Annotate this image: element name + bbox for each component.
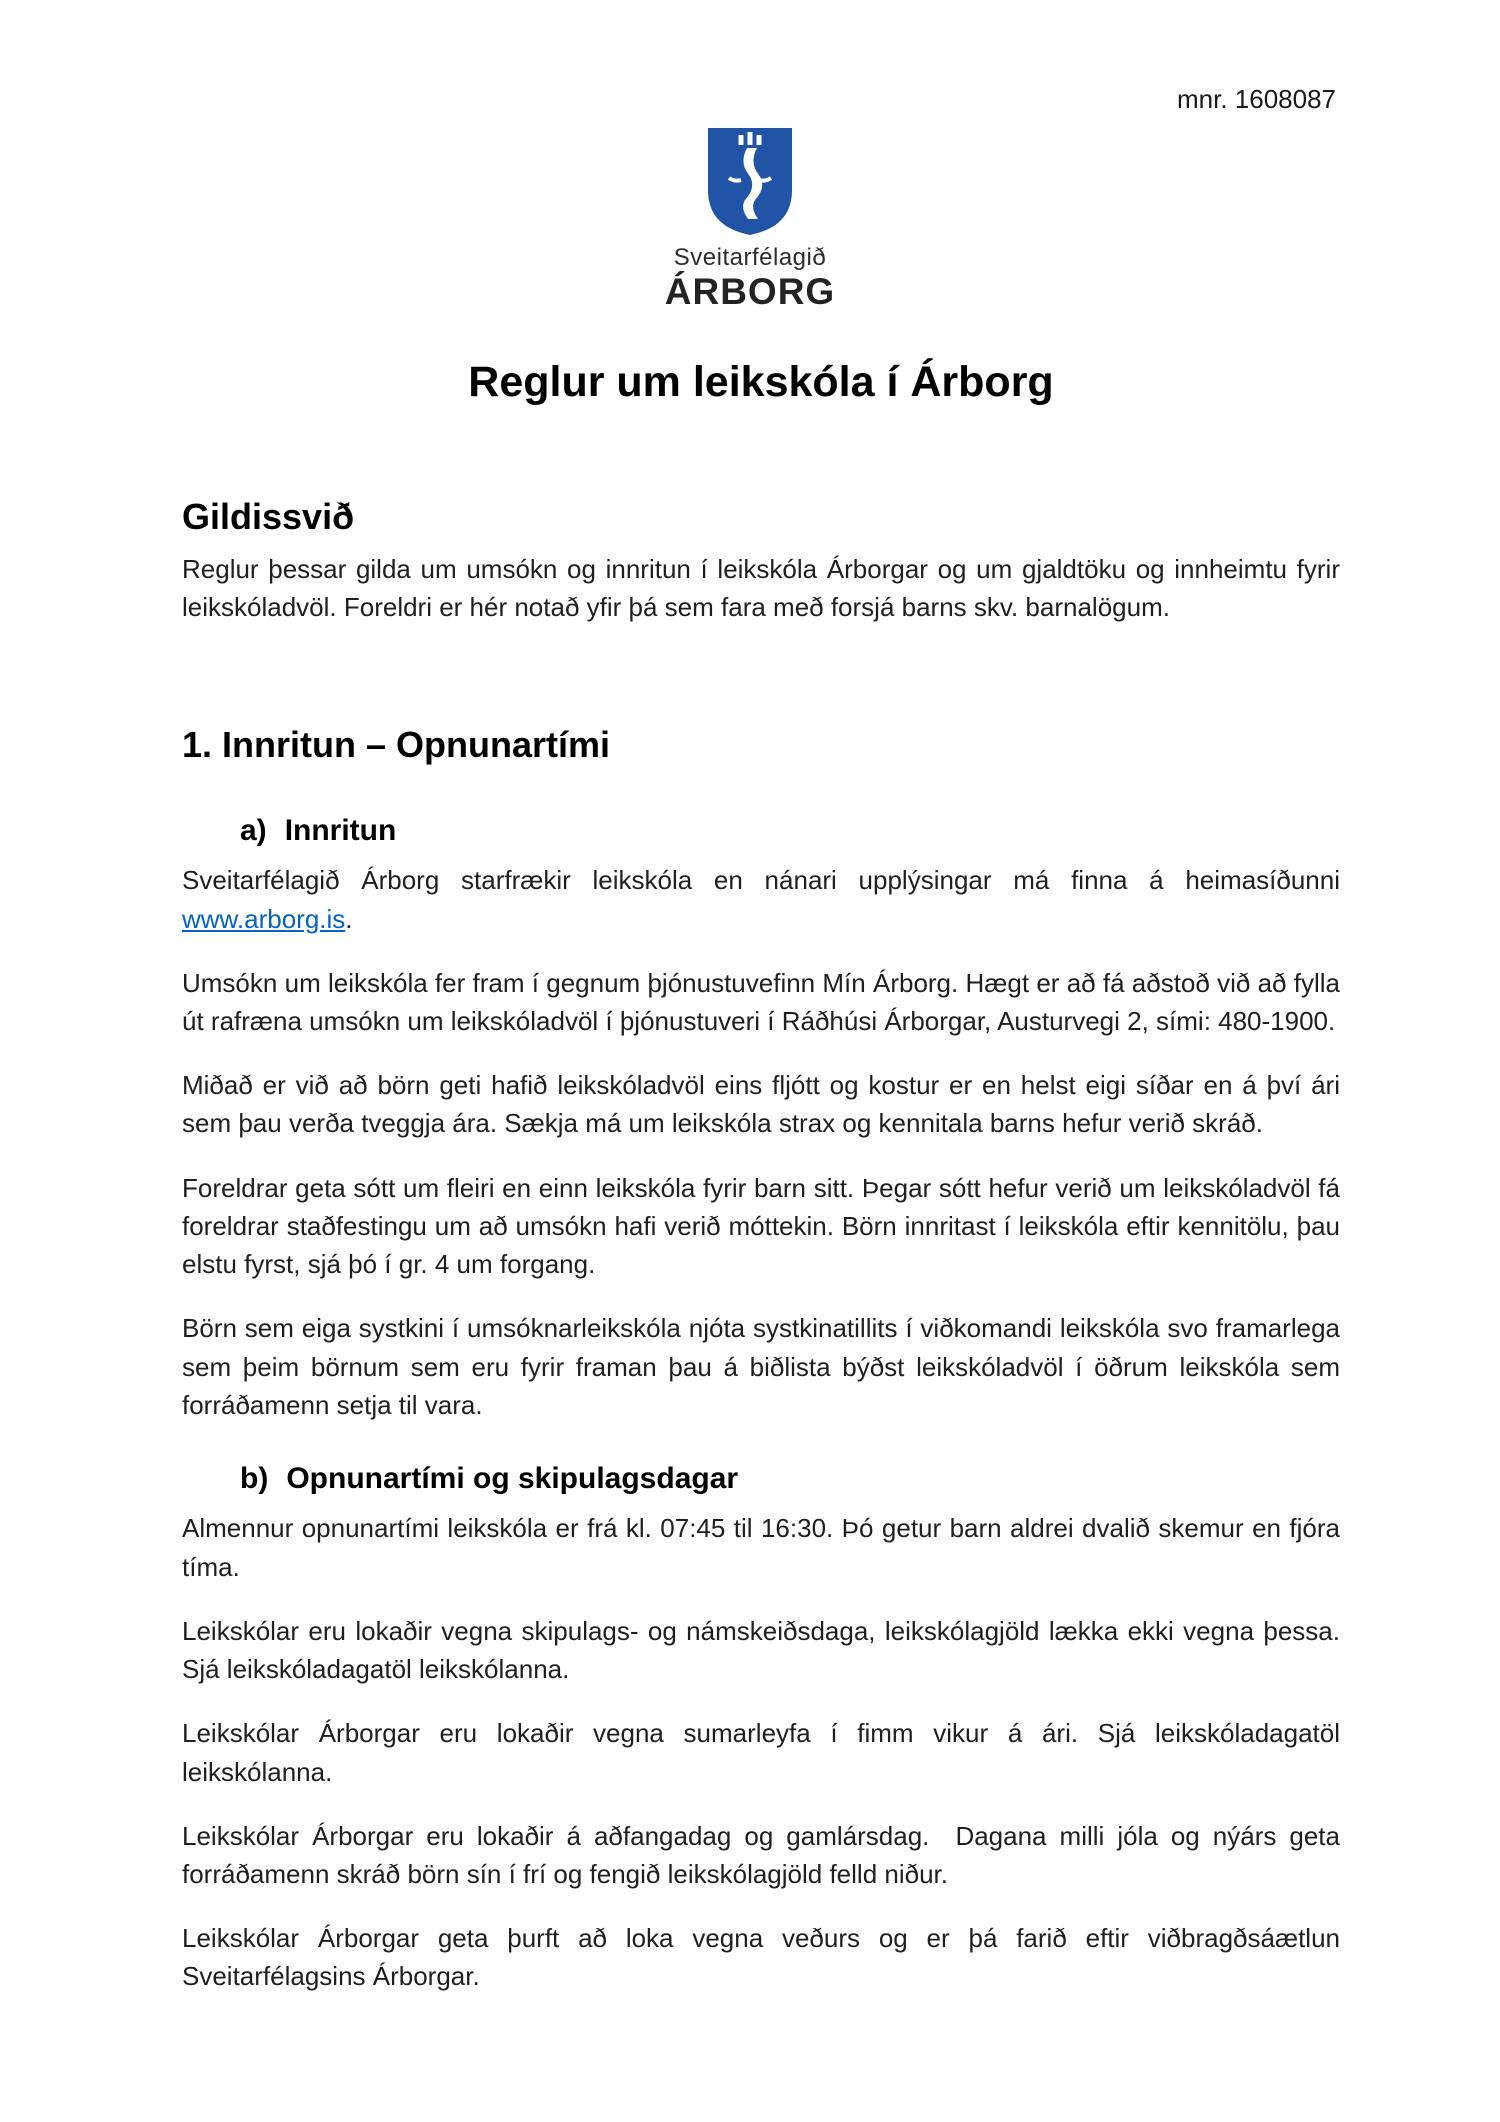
paragraph-text: .	[345, 903, 353, 934]
paragraph: Miðað er við að börn geti hafið leikskóladvöl eins fljótt og kostur er en helst eigi síðar en á því ári sem þau verða tveggja ára. Sækja má um leikskóla strax og kennitala barns hefur verið skráð.	[182, 1070, 1348, 1139]
logo-org-name-bold: ÁRBORG	[664, 271, 836, 312]
subheading-label: Opnunartími og skipulagsdagar	[286, 1461, 739, 1495]
section-innritun-opnunartimi	[182, 723, 1348, 1996]
paragraph: Leikskólar Árborgar geta þurft að loka vegna veðurs og er þá farið eftir viðbragðsáætlun Sveitarfélagsins Árborgar.	[182, 1923, 1348, 1992]
arborg-logo	[0, 0, 1500, 310]
heading-gildissvid: Gildissvið	[182, 496, 355, 537]
page-title: Reglur um leikskóla í Árborg	[468, 358, 1054, 406]
doc-number: mnr. 1608087	[1176, 84, 1336, 114]
paragraph: Leikskólar Árborgar eru lokaðir vegna sumarleyfa í fimm vikur á ári. Sjá leikskóladagatöl leikskólanna.	[182, 1718, 1348, 1787]
subheading-b-opnunartimi	[182, 1460, 1340, 1498]
subheading-label: Innritun	[284, 813, 397, 847]
paragraph: Umsókn um leikskóla fer fram í gegnum þjónustuvefinn Mín Árborg. Hægt er að fá aðstoð við að fylla út rafræna umsókn um leikskóladvöl í þjónustuveri í Ráðhúsi Árborgar, Austurvegi 2, sími: 480-1900.	[182, 967, 1348, 1036]
subheading-prefix: b)	[240, 1461, 269, 1495]
paragraph: Almennur opnunartími leikskóla er frá kl. 07:45 til 16:30. Þó getur barn aldrei dvalið skemur en fjóra tíma.	[182, 1513, 1348, 1582]
logo-org-name: Sveitarfélagið	[673, 244, 827, 271]
paragraph: Leikskólar eru lokaðir vegna skipulags- og námskeiðsdaga, leikskólagjöld lækka ekki vegna þessa. Sjá leikskóladagatöl leikskólanna.	[182, 1615, 1348, 1685]
subheading-a-innritun	[182, 812, 1340, 850]
paragraph-intro	[182, 861, 1348, 937]
arborg-crest-icon	[705, 126, 795, 238]
section-gildissvid	[182, 495, 1348, 627]
paragraph: Börn sem eiga systkini í umsóknarleikskóla njóta systkinatillits í viðkomandi leikskóla svo framarlega sem þeim börnum sem eru fyrir framan þau á biðlista býðst leikskóladvöl í öðrum leikskóla sem forráðamenn setja til vara.	[182, 1313, 1348, 1420]
paragraph: Leikskólar Árborgar eru lokaðir á aðfangadag og gamlársdag. Dagana milli jóla og nýárs geta forráðamenn skráð börn sín í frí og fengið leikskólagjöld felld niður.	[182, 1820, 1348, 1889]
document-content	[0, 358, 1500, 1996]
subheading-prefix: a)	[240, 813, 267, 847]
paragraph-gildissvid: Reglur þessar gilda um umsókn og innritun í leikskóla Árborgar og um gjaldtöku og innheimtu fyrir leikskóladvöl. Foreldri er hér notað yfir þá sem fara með forsjá barns skv. barnalögum.	[182, 554, 1348, 623]
heading-section-1: 1. Innritun – Opnunartími	[182, 723, 611, 765]
paragraph: Foreldrar geta sótt um fleiri en einn leikskóla fyrir barn sitt. Þegar sótt hefur verið um leikskóladvöl fá foreldrar staðfestingu um að umsókn hafi verið móttekin. Börn innritast í leikskóla eftir kennitölu, þau elstu fyrst, sjá þó í gr. 4 um forgang.	[182, 1172, 1348, 1280]
arborg-website-link[interactable]: www.arborg.is	[182, 903, 346, 934]
paragraph-text: Sveitarfélagið Árborg starfrækir leikskóla en nánari upplýsingar má finna á heimasíðunni	[182, 865, 1348, 896]
